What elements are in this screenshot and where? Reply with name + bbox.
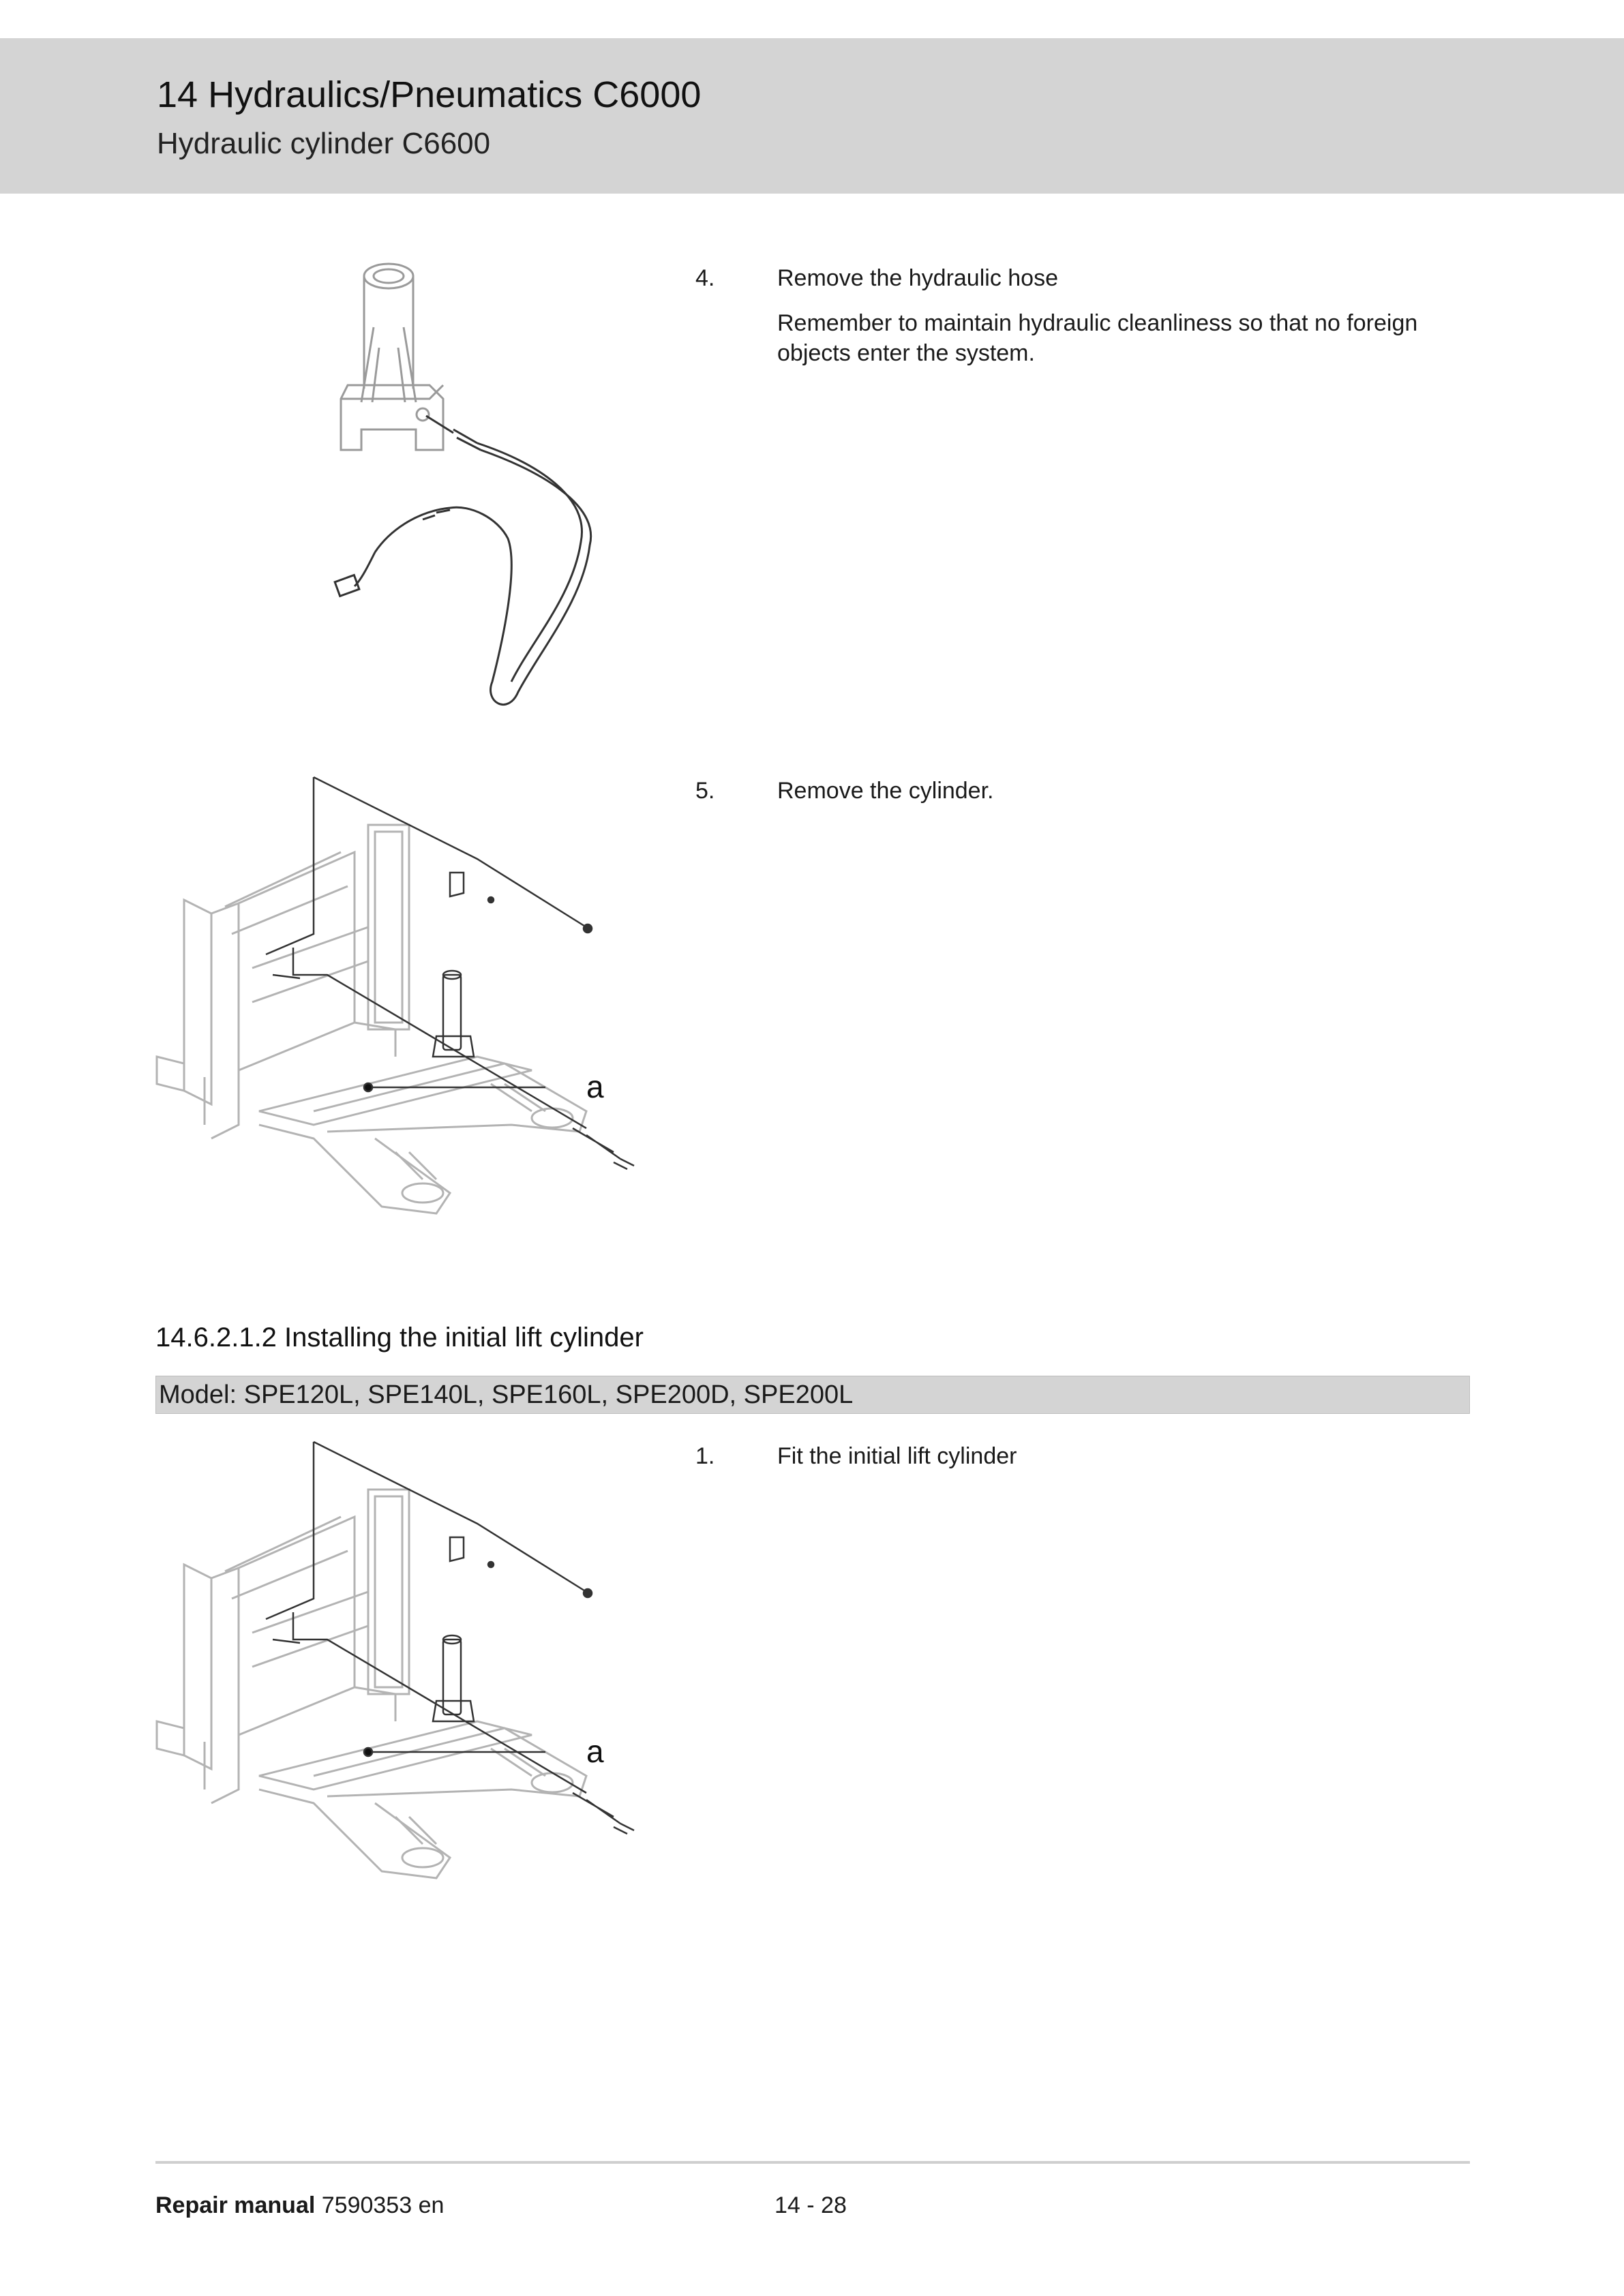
callout-label: a — [586, 1069, 604, 1104]
hydraulic-hose-illustration — [314, 245, 695, 723]
chapter-title: 14 Hydraulics/Pneumatics C6000 — [157, 74, 702, 115]
section-subtitle: Hydraulic cylinder C6600 — [157, 127, 491, 160]
step-number: 5. — [695, 778, 715, 804]
section-heading: 14.6.2.1.2 Installing the initial lift cylinder — [155, 1323, 644, 1353]
step-text: Remove the cylinder. — [777, 778, 994, 804]
callout-label: a — [586, 1734, 604, 1769]
manual-label: Repair manual — [155, 2192, 316, 2218]
step-number: 4. — [695, 265, 715, 291]
fit-cylinder-illustration — [150, 1435, 682, 1912]
page-number: 14 - 28 — [775, 2192, 847, 2218]
model-list: Model: SPE120L, SPE140L, SPE160L, SPE200D, SPE200L — [159, 1380, 854, 1409]
manual-number: 7590353 en — [321, 2192, 445, 2218]
model-bar — [155, 1376, 1470, 1414]
footer-divider — [155, 2161, 1470, 2164]
step-number: 1. — [695, 1443, 715, 1469]
step-text: Remove the hydraulic hose — [777, 265, 1059, 291]
page-header — [0, 38, 1624, 194]
remove-cylinder-illustration — [150, 770, 682, 1248]
step-note: Remember to maintain hydraulic cleanliness so that no foreign objects enter the system. — [777, 310, 1418, 366]
footer-manual — [155, 2192, 444, 2219]
step-text: Fit the initial lift cylinder — [777, 1443, 1017, 1469]
